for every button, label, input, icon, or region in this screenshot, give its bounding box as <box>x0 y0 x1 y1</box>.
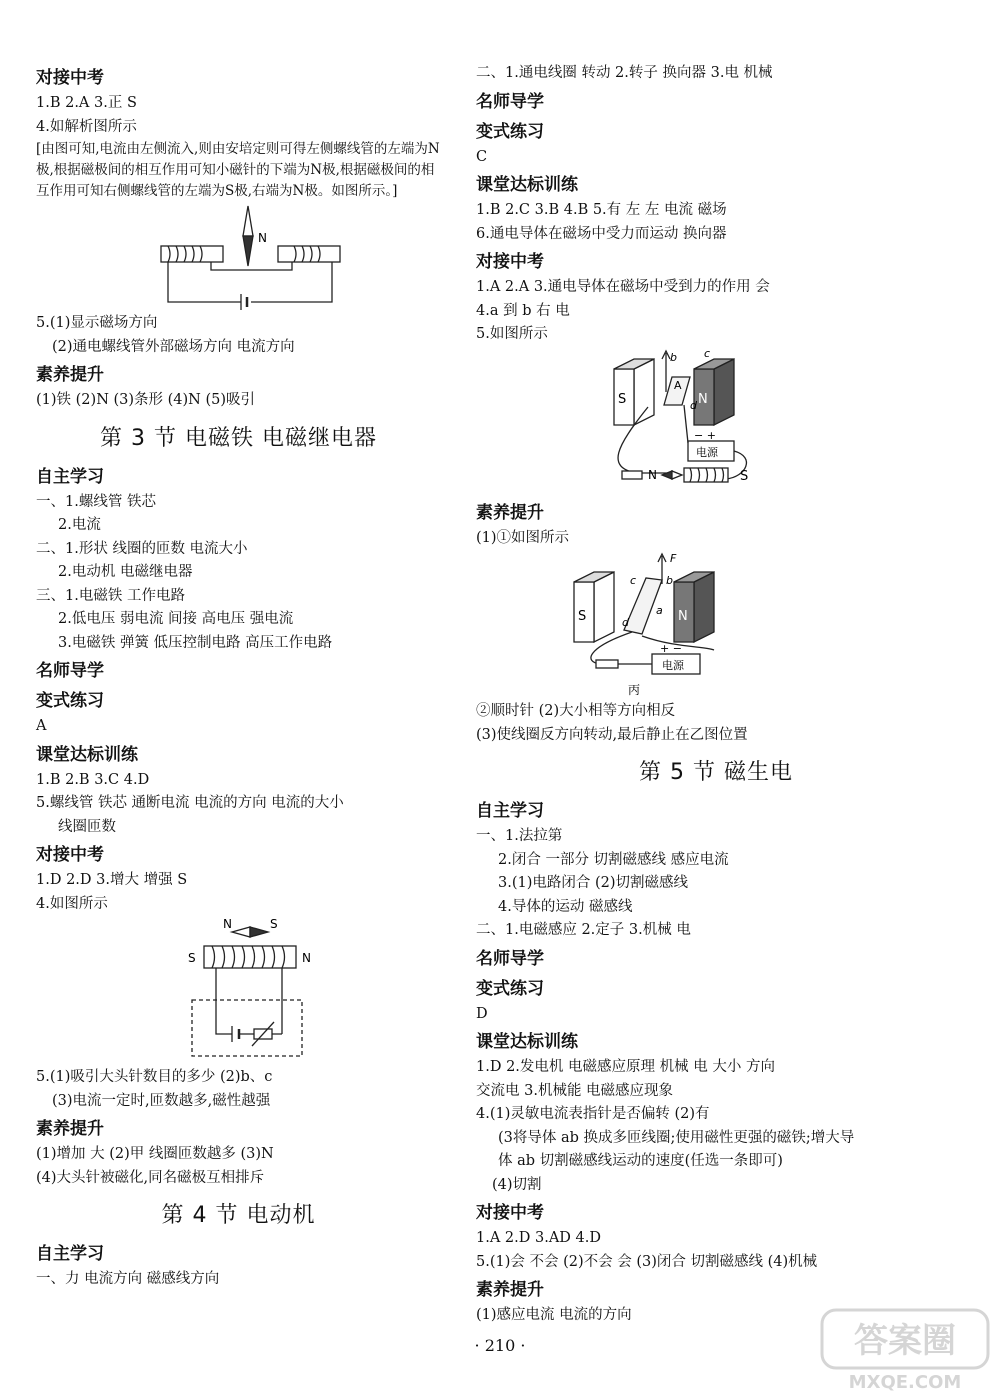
answer-line: 1.B 2.C 3.B 4.B 5.有 左 左 电流 磁场 <box>476 202 727 218</box>
fig4-label-n: N <box>678 609 688 624</box>
answer-line: 5.(1)会 不会 (2)不会 会 (3)闭合 切割磁感线 (4)机械 <box>476 1253 818 1270</box>
heading-duijie-zhongkao: 对接中考 <box>36 845 104 865</box>
fig4-label-b: b <box>666 574 673 587</box>
figure-solenoids-compass <box>36 202 441 312</box>
answer-line: 2.电流 <box>58 517 101 533</box>
analysis-note: [由图可知,电流由左侧流入,则由安培定则可得左侧螺线管的左端为N极,根据磁极间的相互作用可知小磁针的下端为N极,根据磁极间的相互作用可知右侧螺线管的左端为S极,右端为N极。如图所示。] <box>36 141 440 199</box>
answer-line: 二、1.电磁感应 2.定子 3.机械 电 <box>476 922 691 938</box>
answer-line: 1.D 2.发电机 电磁感应原理 机械 电 大小 方向 <box>476 1059 775 1075</box>
answer-line: (1)①如图所示 <box>476 529 570 546</box>
answer-line: 4.如解析图所示 <box>36 118 137 135</box>
answer-line: 5.(1)吸引大头针数目的多少 (2)b、c <box>36 1069 273 1085</box>
answer-line: 4.导体的运动 磁感线 <box>498 898 633 915</box>
fig3-label-b: b <box>670 350 677 364</box>
fig3-label-s2: S <box>740 468 749 484</box>
fig3-label-n2: N <box>648 467 657 482</box>
heading-ketang-dabiao: 课堂达标训练 <box>476 175 578 195</box>
answer-line: (3)使线圈反方向转动,最后静止在乙图位置 <box>476 726 748 743</box>
heading-duijie-zhongkao: 对接中考 <box>36 68 104 88</box>
answer-line: 一、力 电流方向 磁感线方向 <box>36 1271 220 1287</box>
figure-motor-circuit <box>476 347 956 497</box>
section-title-3: 第 3 节 电磁铁 电磁继电器 <box>100 425 377 451</box>
answer-line: (2)通电螺线管外部磁场方向 电流方向 <box>52 338 295 355</box>
answer-line: (1)铁 (2)N (3)条形 (4)N (5)吸引 <box>36 392 256 408</box>
answer-line: ②顺时针 (2)大小相等方向相反 <box>476 703 676 719</box>
heading-duijie-zhongkao: 对接中考 <box>476 252 544 272</box>
heading-bianshi-lianxi: 变式练习 <box>36 691 104 711</box>
answer-line: 2.闭合 一部分 切割磁感线 感应电流 <box>498 851 729 868</box>
heading-ketang-dabiao: 课堂达标训练 <box>36 744 138 765</box>
fig3-label-c: c <box>704 346 711 360</box>
answer-line: 4.如图所示 <box>36 895 108 912</box>
fig4-label-source: 电源 <box>662 659 684 672</box>
answer-line: C <box>476 148 488 165</box>
answer-line: 体 ab 切割磁感线运动的速度(任选一条即可) <box>498 1153 783 1169</box>
answer-line: 4.(1)灵敏电流表指针是否偏转 (2)有 <box>476 1106 710 1122</box>
answer-line: 一、1.法拉第 <box>476 828 563 844</box>
answer-line: 二、1.通电线圈 转动 2.转子 换向器 3.电 机械 <box>476 65 773 81</box>
section-title-5: 第 5 节 磁生电 <box>639 760 793 785</box>
fig3-label-a: A <box>674 378 682 392</box>
fig1-label-n: N <box>258 231 267 245</box>
fig4-label-c: c <box>630 574 637 587</box>
answer-line: (4)大头针被磁化,同名磁极互相排斥 <box>36 1169 265 1186</box>
fig4-label-s: S <box>578 609 587 624</box>
answer-line: 1.A 2.D 3.AD 4.D <box>476 1230 601 1246</box>
heading-bianshi-lianxi: 变式练习 <box>476 978 544 999</box>
fig2-label-n-right: N <box>302 951 311 965</box>
fig3-label-pm: − + <box>694 428 716 442</box>
answer-line: 线圈匝数 <box>58 818 116 835</box>
answer-line: 2.电动机 电磁继电器 <box>58 564 193 580</box>
heading-duijie-zhongkao: 对接中考 <box>476 1203 544 1223</box>
fig4-label-f: F <box>670 552 677 565</box>
heading-zizhu-xuexi: 自主学习 <box>476 801 544 821</box>
answer-line: (3)电流一定时,匝数越多,磁性越强 <box>52 1092 271 1109</box>
answer-line: (4)切割 <box>492 1176 542 1193</box>
heading-zizhu-xuexi: 自主学习 <box>36 1244 104 1264</box>
heading-suyang-tisheng: 素养提升 <box>476 1280 544 1300</box>
fig4-caption: 丙 <box>628 683 641 697</box>
heading-zizhu-xuexi: 自主学习 <box>36 466 104 487</box>
figure-electromagnet <box>36 916 441 1066</box>
heading-mingshi-daoxue: 名师导学 <box>476 948 544 969</box>
watermark-text-top: 答案圈 <box>854 1321 956 1361</box>
answer-line: 1.B 2.B 3.C 4.D <box>36 771 150 788</box>
fig2-label-n-top: N <box>223 917 232 931</box>
heading-suyang-tisheng: 素养提升 <box>36 365 104 385</box>
section-title-4: 第 4 节 电动机 <box>161 1203 316 1228</box>
answer-line: D <box>476 1005 488 1022</box>
fig2-label-s-top: S <box>270 917 278 931</box>
heading-suyang-tisheng: 素养提升 <box>36 1119 104 1139</box>
fig4-label-pm: + − <box>660 642 682 655</box>
answer-line: (1)感应电流 电流的方向 <box>476 1307 632 1323</box>
answer-line: 1.D 2.D 3.增大 增强 S <box>36 872 188 888</box>
answer-line: (3将导体 ab 换成多匝线圈;使用磁性更强的磁铁;增大导 <box>498 1129 855 1146</box>
page-number: · 210 · <box>474 1336 526 1355</box>
heading-mingshi-daoxue: 名师导学 <box>36 661 104 681</box>
heading-suyang-tisheng: 素养提升 <box>476 502 544 523</box>
answer-line: 5.螺线管 铁芯 通断电流 电流的方向 电流的大小 <box>36 795 344 811</box>
answer-line: 3.电磁铁 弹簧 低压控制电路 高压工作电路 <box>58 634 333 651</box>
watermark-text-bottom: MXQE.COM <box>848 1372 962 1393</box>
figure-coil-in-field <box>476 550 956 700</box>
fig3-label-n: N <box>698 391 708 407</box>
answer-line: 1.B 2.A 3.正 S <box>36 95 137 111</box>
fig4-label-a: a <box>656 604 663 617</box>
answer-line: 2.低电压 弱电流 间接 高电压 强电流 <box>58 611 294 627</box>
answer-line: 6.通电导体在磁场中受力而运动 换向器 <box>476 225 727 242</box>
fig3-label-source: 电源 <box>696 445 718 459</box>
answer-line: 一、1.螺线管 铁芯 <box>36 493 156 510</box>
heading-bianshi-lianxi: 变式练习 <box>476 121 544 142</box>
answer-line: 5.(1)显示磁场方向 <box>36 315 158 331</box>
fig3-label-d: d <box>690 398 697 412</box>
heading-mingshi-daoxue: 名师导学 <box>476 91 544 112</box>
fig4-label-d: d <box>622 616 629 629</box>
right-column <box>476 62 956 1328</box>
answer-line: 5.如图所示 <box>476 326 548 342</box>
answer-line: 3.(1)电路闭合 (2)切割磁感线 <box>498 875 689 891</box>
left-column <box>36 62 441 1292</box>
fig3-label-s: S <box>618 391 627 407</box>
answer-line: A <box>36 718 47 734</box>
answer-line: 4.a 到 b 右 电 <box>476 302 570 319</box>
answer-line: 1.A 2.A 3.通电导体在磁场中受到力的作用 会 <box>476 279 770 295</box>
heading-ketang-dabiao: 课堂达标训练 <box>476 1032 578 1052</box>
fig2-label-s-left: S <box>188 951 196 965</box>
answer-line: 三、1.电磁铁 工作电路 <box>36 587 185 604</box>
watermark-logo <box>820 1308 990 1393</box>
answer-line: (1)增加 大 (2)甲 线圈匝数越多 (3)N <box>36 1146 274 1162</box>
answer-line: 二、1.形状 线圈的匝数 电流大小 <box>36 540 248 557</box>
answer-line: 交流电 3.机械能 电磁感应现象 <box>476 1082 674 1099</box>
